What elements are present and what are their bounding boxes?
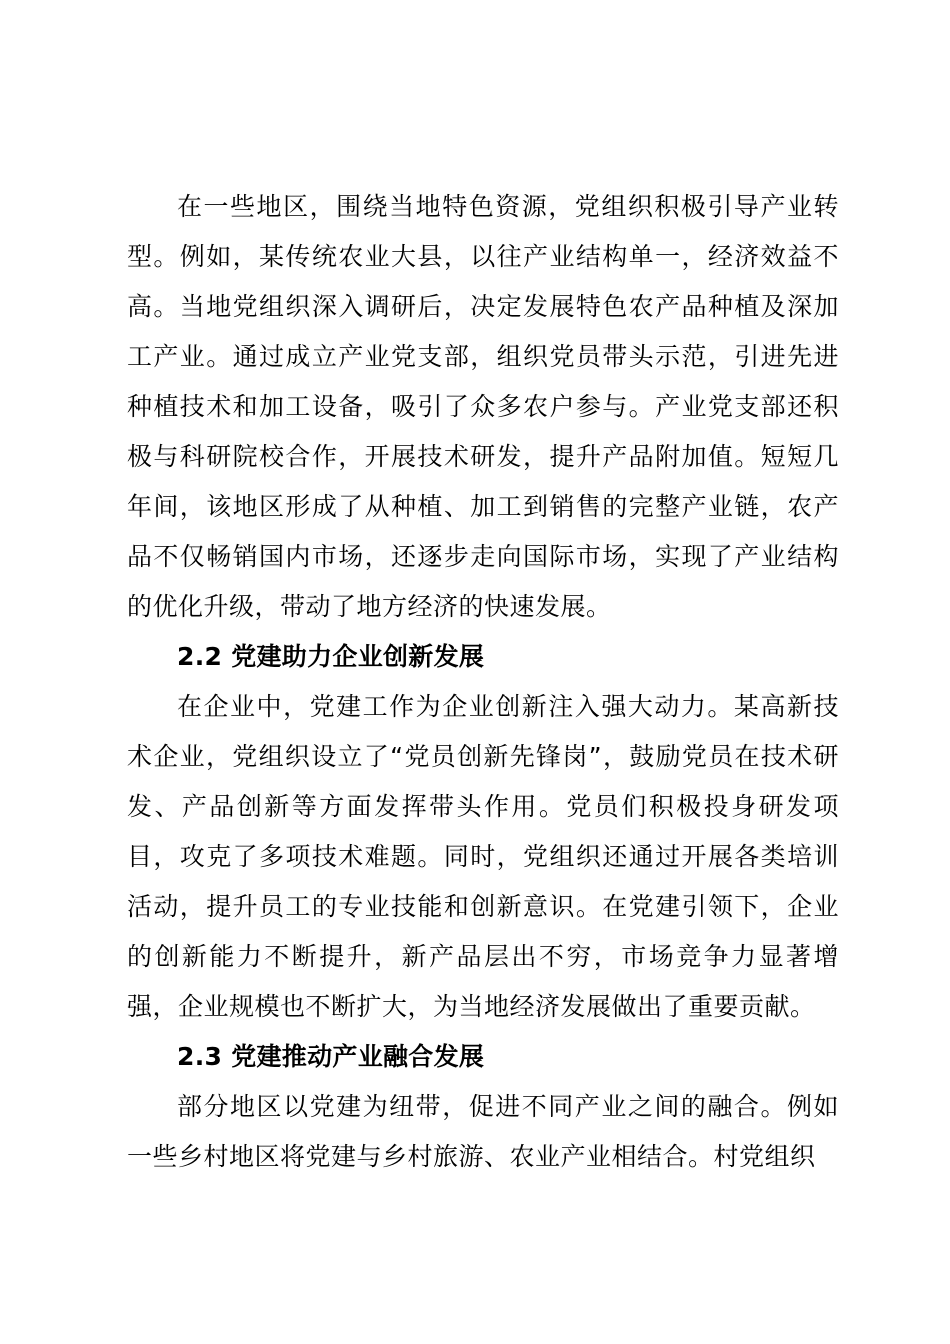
section-heading-2-3: 2.3 党建推动产业融合发展	[177, 1042, 485, 1071]
paragraph-industry-transformation: 在一些地区，围绕当地特色资源，党组织积极引导产业转型。例如，某传统农业大县，以往产业结构单一，经济效益不高。当地党组织深入调研后，决定发展特色农产品种植及深加工产业。通过成立产业党支部，组织党员带头示范，引进先进种植技术和加工设备，吸引了众多农户参与。产业党支部还积极与科研院校合作，开展技术研发，提升产品附加值。短短几年间，该地区形成了从种植、加工到销售的完整产业链，农产品不仅畅销国内市场，还逐步走向国际市场，实现了产业结构的优化升级，带动了地方经济的快速发展。	[127, 192, 839, 621]
section-heading-2-2: 2.2 党建助力企业创新发展	[177, 642, 485, 671]
paragraph-industry-integration: 部分地区以党建为纽带，促进不同产业之间的融合。例如一些乡村地区将党建与乡村旅游、农业产业相结合。村党组织	[127, 1092, 839, 1171]
document-body	[127, 182, 839, 1182]
paragraph-enterprise-innovation: 在企业中，党建工作为企业创新注入强大动力。某高新技术企业，党组织设立了“党员创新先锋岗”，鼓励党员在技术研发、产品创新等方面发挥带头作用。党员们积极投身研发项目，攻克了多项技术难题。同时，党组织还通过开展各类培训活动，提升员工的专业技能和创新意识。在党建引领下，企业的创新能力不断提升，新产品层出不穷，市场竞争力显著增强，企业规模也不断扩大，为当地经济发展做出了重要贡献。	[127, 692, 839, 1021]
